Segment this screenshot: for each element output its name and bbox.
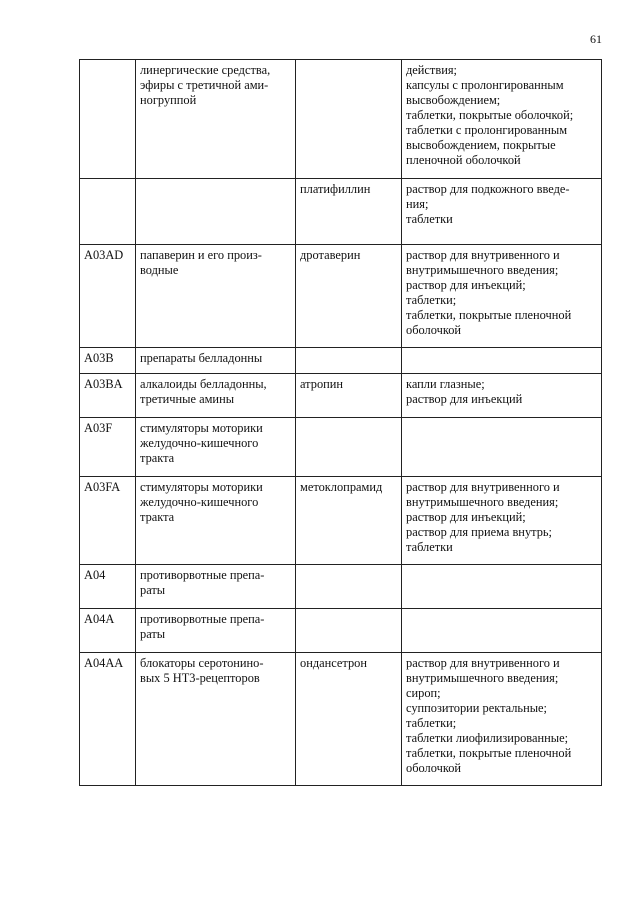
table-row (80, 609, 602, 653)
atc-code-cell: A03BA (80, 374, 136, 418)
inn-cell: атропин (296, 374, 402, 418)
dosage-form-list (406, 480, 598, 555)
group-line: водные (140, 263, 179, 277)
anatomical-therapeutic-group-cell (136, 565, 296, 609)
anatomical-therapeutic-group-cell (136, 477, 296, 565)
dosage-form-line: высвобождением; (406, 93, 501, 107)
anatomical-therapeutic-group-cell (136, 60, 296, 179)
dosage-form-line: таблетки, покрытые оболочкой; (406, 108, 574, 122)
dosage-form-line: оболочкой (406, 761, 462, 775)
dosage-form-cell (402, 374, 602, 418)
dosage-form-line: раствор для приема внутрь; (406, 525, 552, 539)
group-line: блокаторы серотонино- (140, 656, 264, 670)
dosage-form-line: таблетки, покрытые пленочной (406, 746, 572, 760)
group-line: ногруппой (140, 93, 197, 107)
group-line: эфиры с третичной ами- (140, 78, 269, 92)
dosage-form-list (406, 248, 598, 338)
atc-code-cell: A03B (80, 348, 136, 374)
group-line: алкалоиды белладонны, (140, 377, 267, 391)
table-row (80, 179, 602, 245)
group-line: противорвотные препа- (140, 612, 265, 626)
table-row (80, 418, 602, 477)
atc-code-cell (80, 179, 136, 245)
dosage-form-line: высвобождением, покрытые (406, 138, 556, 152)
dosage-form-line: раствор для внутривенного и (406, 480, 560, 494)
dosage-form-cell (402, 418, 602, 477)
anatomical-therapeutic-group-cell (136, 179, 296, 245)
dosage-form-line: таблетки, покрытые пленочной (406, 308, 572, 322)
table-row (80, 653, 602, 786)
group-line: тракта (140, 451, 175, 465)
anatomical-therapeutic-group-cell (136, 418, 296, 477)
group-line: стимуляторы моторики (140, 421, 263, 435)
dosage-form-list (406, 656, 598, 776)
atc-code-cell: A04 (80, 565, 136, 609)
dosage-form-cell (402, 609, 602, 653)
inn-cell: дротаверин (296, 245, 402, 348)
atc-code-cell (80, 60, 136, 179)
inn-cell (296, 418, 402, 477)
group-line: папаверин и его произ- (140, 248, 262, 262)
dosage-form-line: раствор для подкожного введе- (406, 182, 570, 196)
dosage-form-line: раствор для инъекций; (406, 278, 526, 292)
dosage-form-line: оболочкой (406, 323, 462, 337)
dosage-form-line: сироп; (406, 686, 441, 700)
dosage-form-cell (402, 245, 602, 348)
dosage-form-line: внутримышечного введения; (406, 671, 559, 685)
group-line: раты (140, 627, 166, 641)
group-line: вых 5 НТ3-рецепторов (140, 671, 260, 685)
anatomical-therapeutic-group-cell (136, 245, 296, 348)
dosage-form-line: раствор для инъекций; (406, 510, 526, 524)
dosage-form-list (406, 377, 598, 407)
table-row (80, 477, 602, 565)
group-line: желудочно-кишечного (140, 436, 259, 450)
anatomical-therapeutic-group-cell (136, 374, 296, 418)
table-body (80, 60, 602, 786)
group-line: препараты белладонны (140, 351, 263, 365)
table-row (80, 60, 602, 179)
atc-code-cell: A03AD (80, 245, 136, 348)
dosage-form-line: раствор для внутривенного и (406, 656, 560, 670)
atc-code-cell: A04A (80, 609, 136, 653)
dosage-form-cell (402, 348, 602, 374)
dosage-form-line: действия; (406, 63, 457, 77)
group-line: третичные амины (140, 392, 235, 406)
inn-cell (296, 565, 402, 609)
inn-cell (296, 348, 402, 374)
group-line: раты (140, 583, 166, 597)
dosage-form-line: таблетки (406, 540, 453, 554)
table-row (80, 348, 602, 374)
table-row (80, 245, 602, 348)
dosage-form-list (406, 63, 598, 168)
atc-code-cell: A03FA (80, 477, 136, 565)
drug-table (79, 59, 602, 786)
dosage-form-line: раствор для инъекций (406, 392, 523, 406)
atc-code-cell: A04AA (80, 653, 136, 786)
anatomical-therapeutic-group-cell (136, 609, 296, 653)
inn-cell: метоклопрамид (296, 477, 402, 565)
dosage-form-line: суппозитории ректальные; (406, 701, 547, 715)
dosage-form-line: внутримышечного введения; (406, 263, 559, 277)
dosage-form-list (406, 182, 598, 227)
dosage-form-line: таблетки лиофилизированные; (406, 731, 569, 745)
dosage-form-line: пленочной оболочкой (406, 153, 521, 167)
dosage-form-line: таблетки; (406, 293, 457, 307)
dosage-form-line: таблетки с пролонгированным (406, 123, 568, 137)
table-row (80, 565, 602, 609)
dosage-form-line: внутримышечного введения; (406, 495, 559, 509)
inn-cell (296, 609, 402, 653)
dosage-form-line: раствор для внутривенного и (406, 248, 560, 262)
inn-cell (296, 60, 402, 179)
dosage-form-line: капли глазные; (406, 377, 485, 391)
dosage-form-line: капсулы с пролонгированным (406, 78, 564, 92)
dosage-form-cell (402, 179, 602, 245)
atc-code-cell: A03F (80, 418, 136, 477)
anatomical-therapeutic-group-cell (136, 653, 296, 786)
page-number: 61 (590, 32, 602, 46)
dosage-form-cell (402, 653, 602, 786)
inn-cell: платифиллин (296, 179, 402, 245)
group-line: противорвотные препа- (140, 568, 265, 582)
dosage-form-line: таблетки; (406, 716, 457, 730)
table-row (80, 374, 602, 418)
group-line: тракта (140, 510, 175, 524)
dosage-form-line: ния; (406, 197, 429, 211)
anatomical-therapeutic-group-cell (136, 348, 296, 374)
dosage-form-cell (402, 565, 602, 609)
group-line: линергические средства, (140, 63, 271, 77)
dosage-form-line: таблетки (406, 212, 453, 226)
dosage-form-cell (402, 60, 602, 179)
inn-cell: ондансетрон (296, 653, 402, 786)
group-line: желудочно-кишечного (140, 495, 259, 509)
group-line: стимуляторы моторики (140, 480, 263, 494)
dosage-form-cell (402, 477, 602, 565)
